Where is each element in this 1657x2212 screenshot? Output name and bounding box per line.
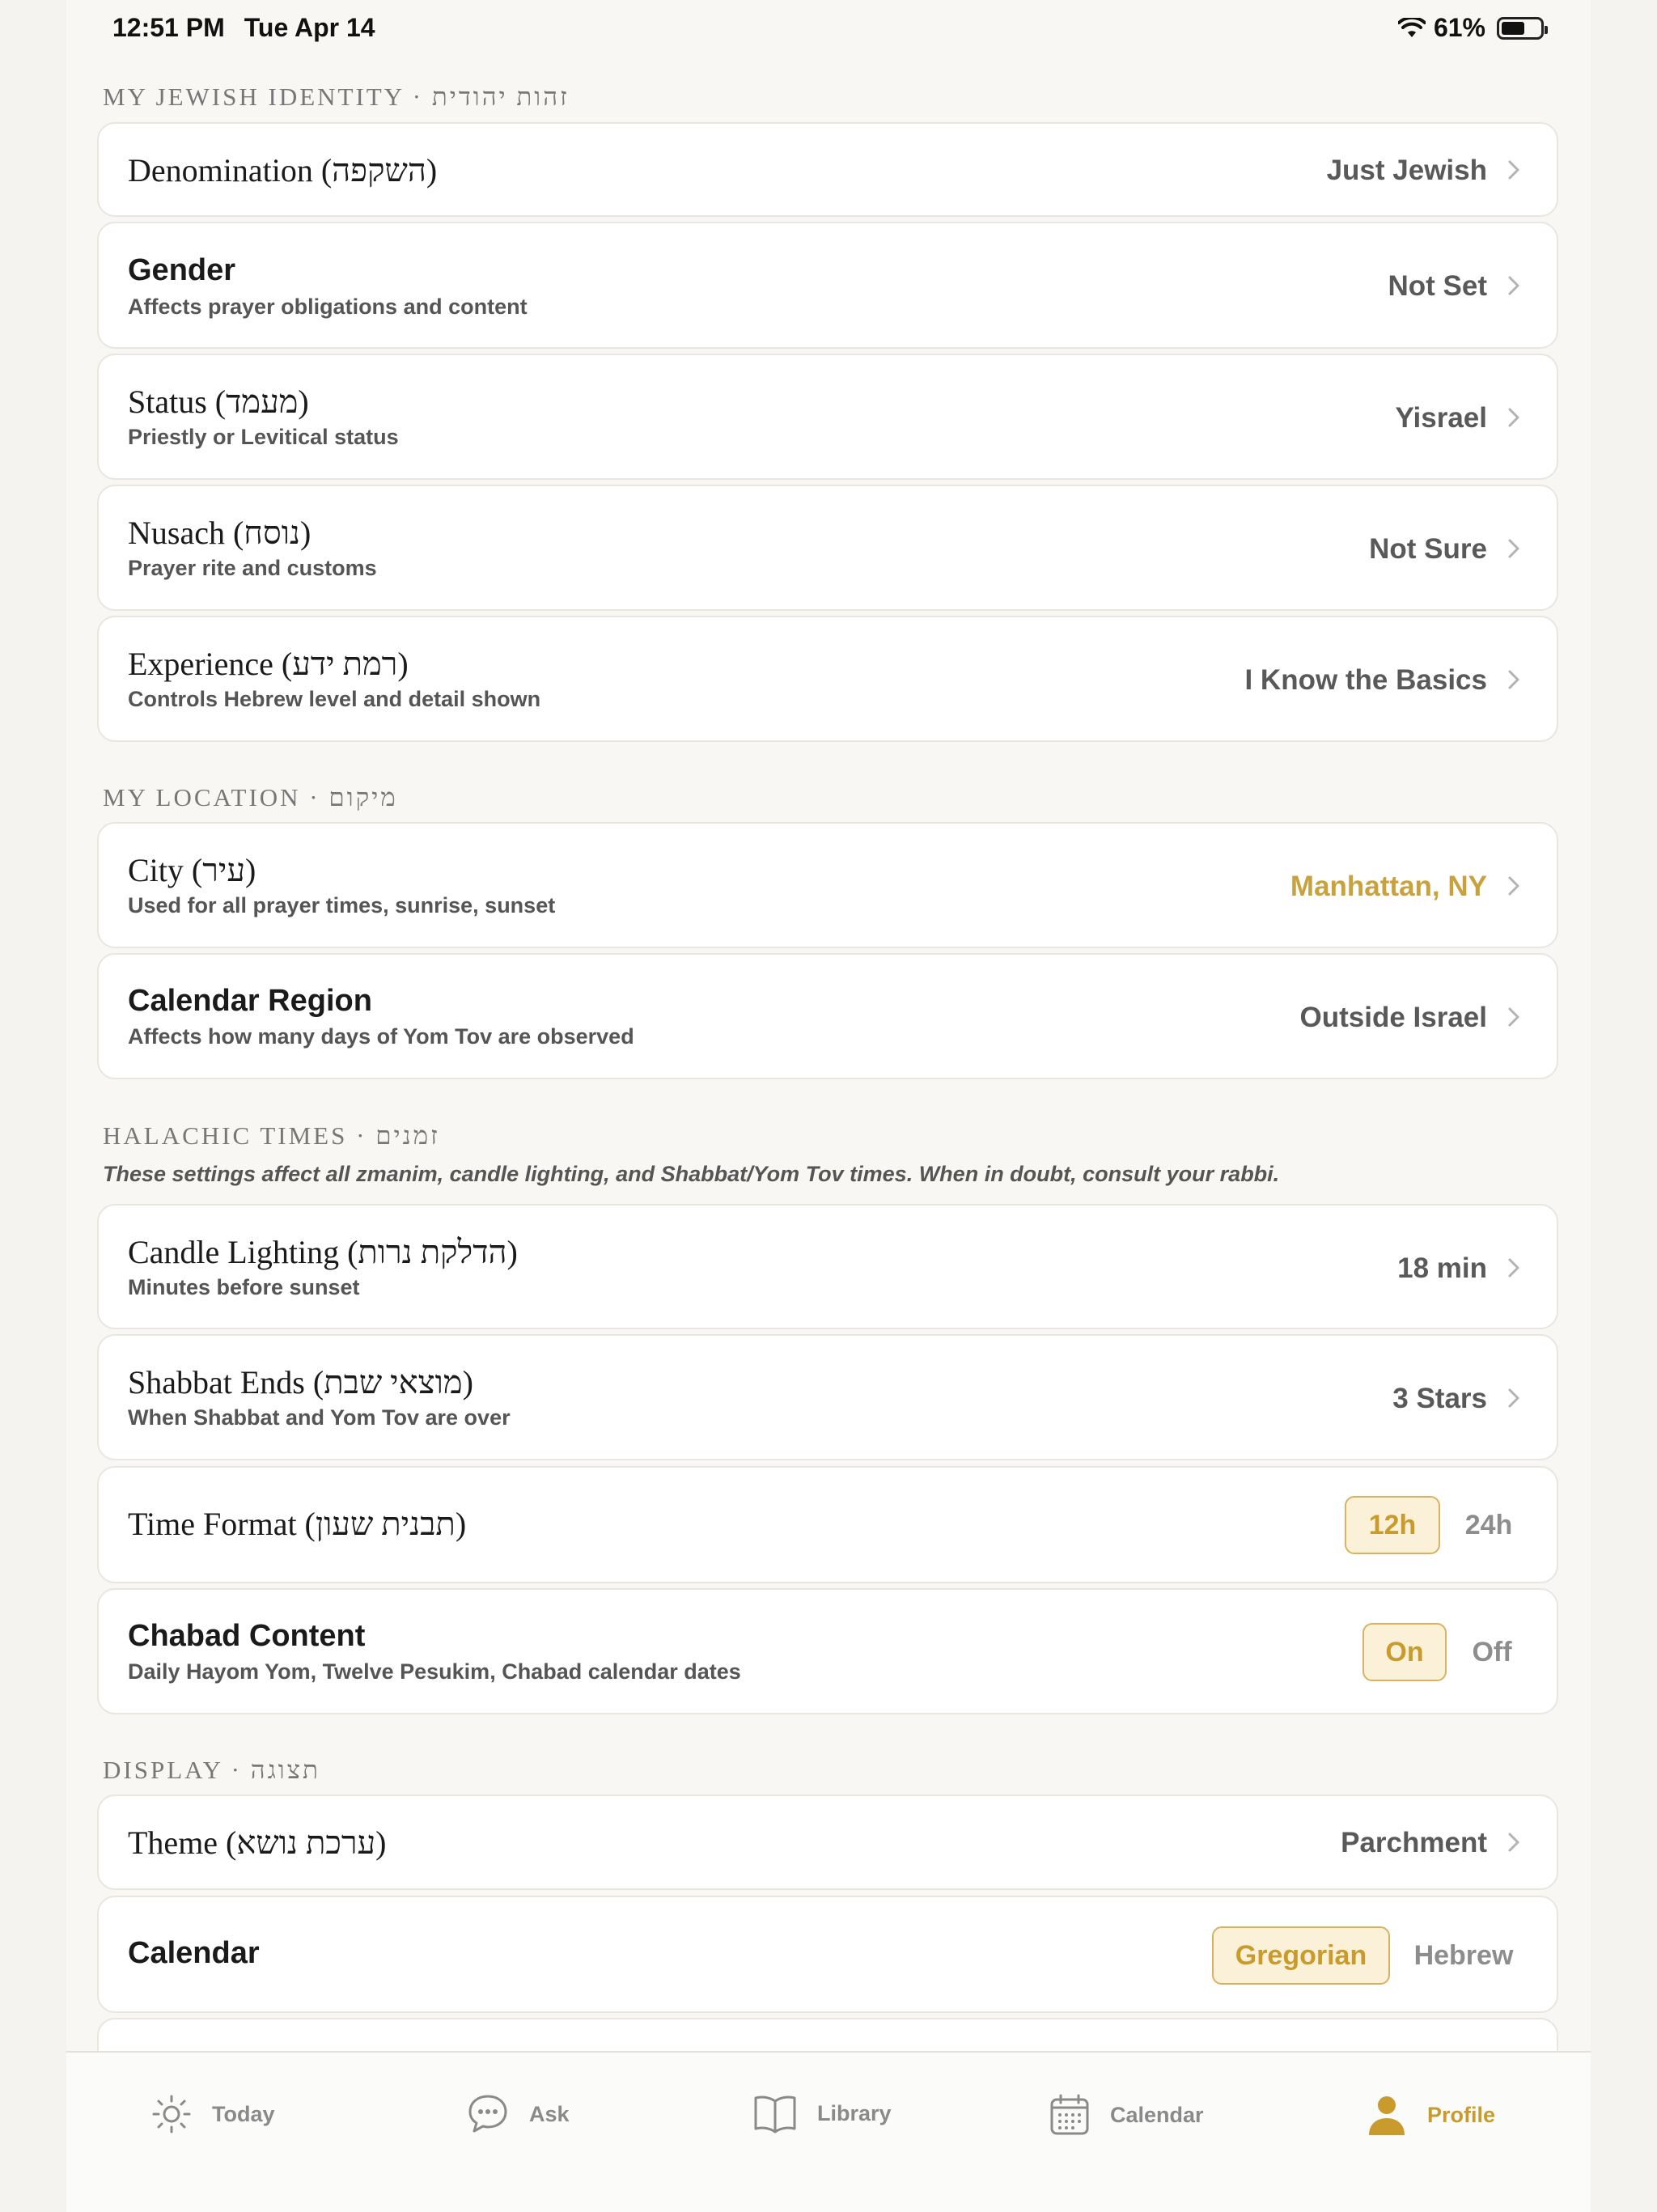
- chevron-right-icon: [1507, 159, 1521, 180]
- theme-title: Theme (ערכת נושא): [128, 1824, 387, 1861]
- chabad-content-toggle: [1362, 1623, 1521, 1681]
- calendar-segmented-control: [1212, 1926, 1521, 1985]
- wifi-icon: [1398, 18, 1426, 39]
- battery-icon: [1497, 17, 1544, 40]
- chevron-right-icon: [1507, 669, 1521, 690]
- nusach-title: Nusach (נוסח): [128, 515, 311, 551]
- experience-value: I Know the Basics: [1244, 664, 1487, 696]
- nusach-value: Not Sure: [1369, 533, 1487, 565]
- denomination-title: Denomination (השקפה): [128, 152, 438, 189]
- tab-library-label: Library: [817, 2100, 892, 2125]
- status-title: Status (מעמד): [128, 383, 309, 420]
- shabbat-ends-subtitle: When Shabbat and Yom Tov are over: [128, 1405, 511, 1430]
- experience-title: Experience (רמת ידע): [128, 646, 409, 682]
- person-icon: [1366, 2093, 1408, 2137]
- city-row[interactable]: [97, 822, 1558, 948]
- battery-percent: 61%: [1433, 13, 1485, 42]
- chevron-right-icon: [1507, 1257, 1521, 1278]
- tab-calendar-label: Calendar: [1110, 2102, 1204, 2127]
- section-header-identity: MY JEWISH IDENTITY · זהות יהודית: [103, 83, 570, 111]
- theme-value: Parchment: [1341, 1827, 1487, 1858]
- tab-profile-label: Profile: [1427, 2102, 1496, 2127]
- city-value: Manhattan, NY: [1290, 871, 1487, 902]
- chevron-right-icon: [1507, 275, 1521, 296]
- section-header-halachic: HALACHIC TIMES · זמנים: [103, 1121, 440, 1150]
- time-format-option-12h[interactable]: 12h: [1345, 1496, 1440, 1554]
- gender-value: Not Set: [1388, 270, 1487, 302]
- calendar-option-hebrew[interactable]: Hebrew: [1413, 1940, 1514, 1971]
- nusach-row[interactable]: [97, 485, 1558, 611]
- tab-bar: [66, 2051, 1591, 2212]
- chevron-right-icon: [1507, 1388, 1521, 1409]
- tab-library[interactable]: [752, 2093, 892, 2134]
- calendar-region-row[interactable]: [97, 953, 1558, 1079]
- chabad-content-row: [97, 1588, 1558, 1714]
- denomination-row[interactable]: [97, 122, 1558, 217]
- sun-icon: [150, 2093, 193, 2135]
- tab-today-label: Today: [212, 2101, 275, 2126]
- candle-lighting-value: 18 min: [1397, 1252, 1487, 1284]
- chevron-right-icon: [1507, 875, 1521, 896]
- gender-row[interactable]: [97, 222, 1558, 349]
- tab-ask[interactable]: [466, 2093, 570, 2135]
- gender-title: Gender: [128, 253, 236, 287]
- theme-row[interactable]: [97, 1795, 1558, 1890]
- candle-lighting-subtitle: Minutes before sunset: [128, 1275, 360, 1299]
- shabbat-ends-title: Shabbat Ends (מוצאי שבת): [128, 1364, 473, 1401]
- tab-profile[interactable]: [1366, 2093, 1495, 2137]
- status-bar-right: [1398, 13, 1544, 43]
- calendar-region-value: Outside Israel: [1299, 1002, 1487, 1033]
- tab-today[interactable]: [150, 2093, 275, 2135]
- calendar-region-subtitle: Affects how many days of Yom Tov are observed: [128, 1024, 634, 1049]
- city-subtitle: Used for all prayer times, sunrise, sunset: [128, 893, 556, 917]
- chabad-content-title: Chabad Content: [128, 1619, 366, 1653]
- experience-row[interactable]: [97, 616, 1558, 742]
- chevron-right-icon: [1507, 1832, 1521, 1853]
- section-header-location: MY LOCATION · מיקום: [103, 783, 398, 811]
- section-header-display: DISPLAY · תצוגה: [103, 1756, 320, 1784]
- nusach-subtitle: Prayer rite and customs: [128, 556, 377, 580]
- status-time: 12:51 PM: [112, 13, 225, 42]
- calendar-option-gregorian[interactable]: Gregorian: [1212, 1926, 1390, 1985]
- status-date: Tue Apr 14: [244, 13, 375, 42]
- book-icon: [752, 2093, 798, 2134]
- calendar-row: [97, 1896, 1558, 2013]
- time-format-segmented-control: [1345, 1496, 1521, 1554]
- shabbat-ends-value: 3 Stars: [1392, 1383, 1487, 1414]
- gender-subtitle: Affects prayer obligations and content: [128, 295, 528, 319]
- calendar-icon: [1049, 2093, 1091, 2137]
- chabad-content-subtitle: Daily Hayom Yom, Twelve Pesukim, Chabad calendar dates: [128, 1659, 741, 1684]
- calendar-title: Calendar: [128, 1936, 260, 1970]
- calendar-region-title: Calendar Region: [128, 984, 372, 1018]
- shabbat-ends-row[interactable]: [97, 1334, 1558, 1460]
- status-bar-left: [112, 13, 375, 43]
- chevron-right-icon: [1507, 407, 1521, 428]
- status-subtitle: Priestly or Levitical status: [128, 425, 399, 449]
- experience-subtitle: Controls Hebrew level and detail shown: [128, 687, 541, 711]
- time-format-option-24h[interactable]: 24h: [1464, 1510, 1513, 1540]
- chabad-option-on[interactable]: On: [1362, 1623, 1447, 1681]
- tab-calendar[interactable]: [1049, 2093, 1204, 2137]
- city-title: City (עיר): [128, 852, 256, 888]
- denomination-value: Just Jewish: [1326, 155, 1487, 186]
- halachic-note: These settings affect all zmanim, candle lighting, and Shabbat/Yom Tov times. When in doubt, consult your rabbi.: [103, 1162, 1280, 1186]
- candle-lighting-row[interactable]: [97, 1204, 1558, 1329]
- chat-bubble-icon: [466, 2093, 510, 2135]
- chabad-option-off[interactable]: Off: [1472, 1637, 1512, 1667]
- tab-ask-label: Ask: [529, 2101, 570, 2126]
- chevron-right-icon: [1507, 538, 1521, 559]
- time-format-title: Time Format (תבנית שעון): [128, 1506, 467, 1542]
- chevron-right-icon: [1507, 1006, 1521, 1028]
- status-row[interactable]: [97, 354, 1558, 480]
- candle-lighting-title: Candle Lighting (הדלקת נרות): [128, 1234, 518, 1270]
- time-format-row: [97, 1466, 1558, 1583]
- status-value: Yisrael: [1395, 402, 1487, 434]
